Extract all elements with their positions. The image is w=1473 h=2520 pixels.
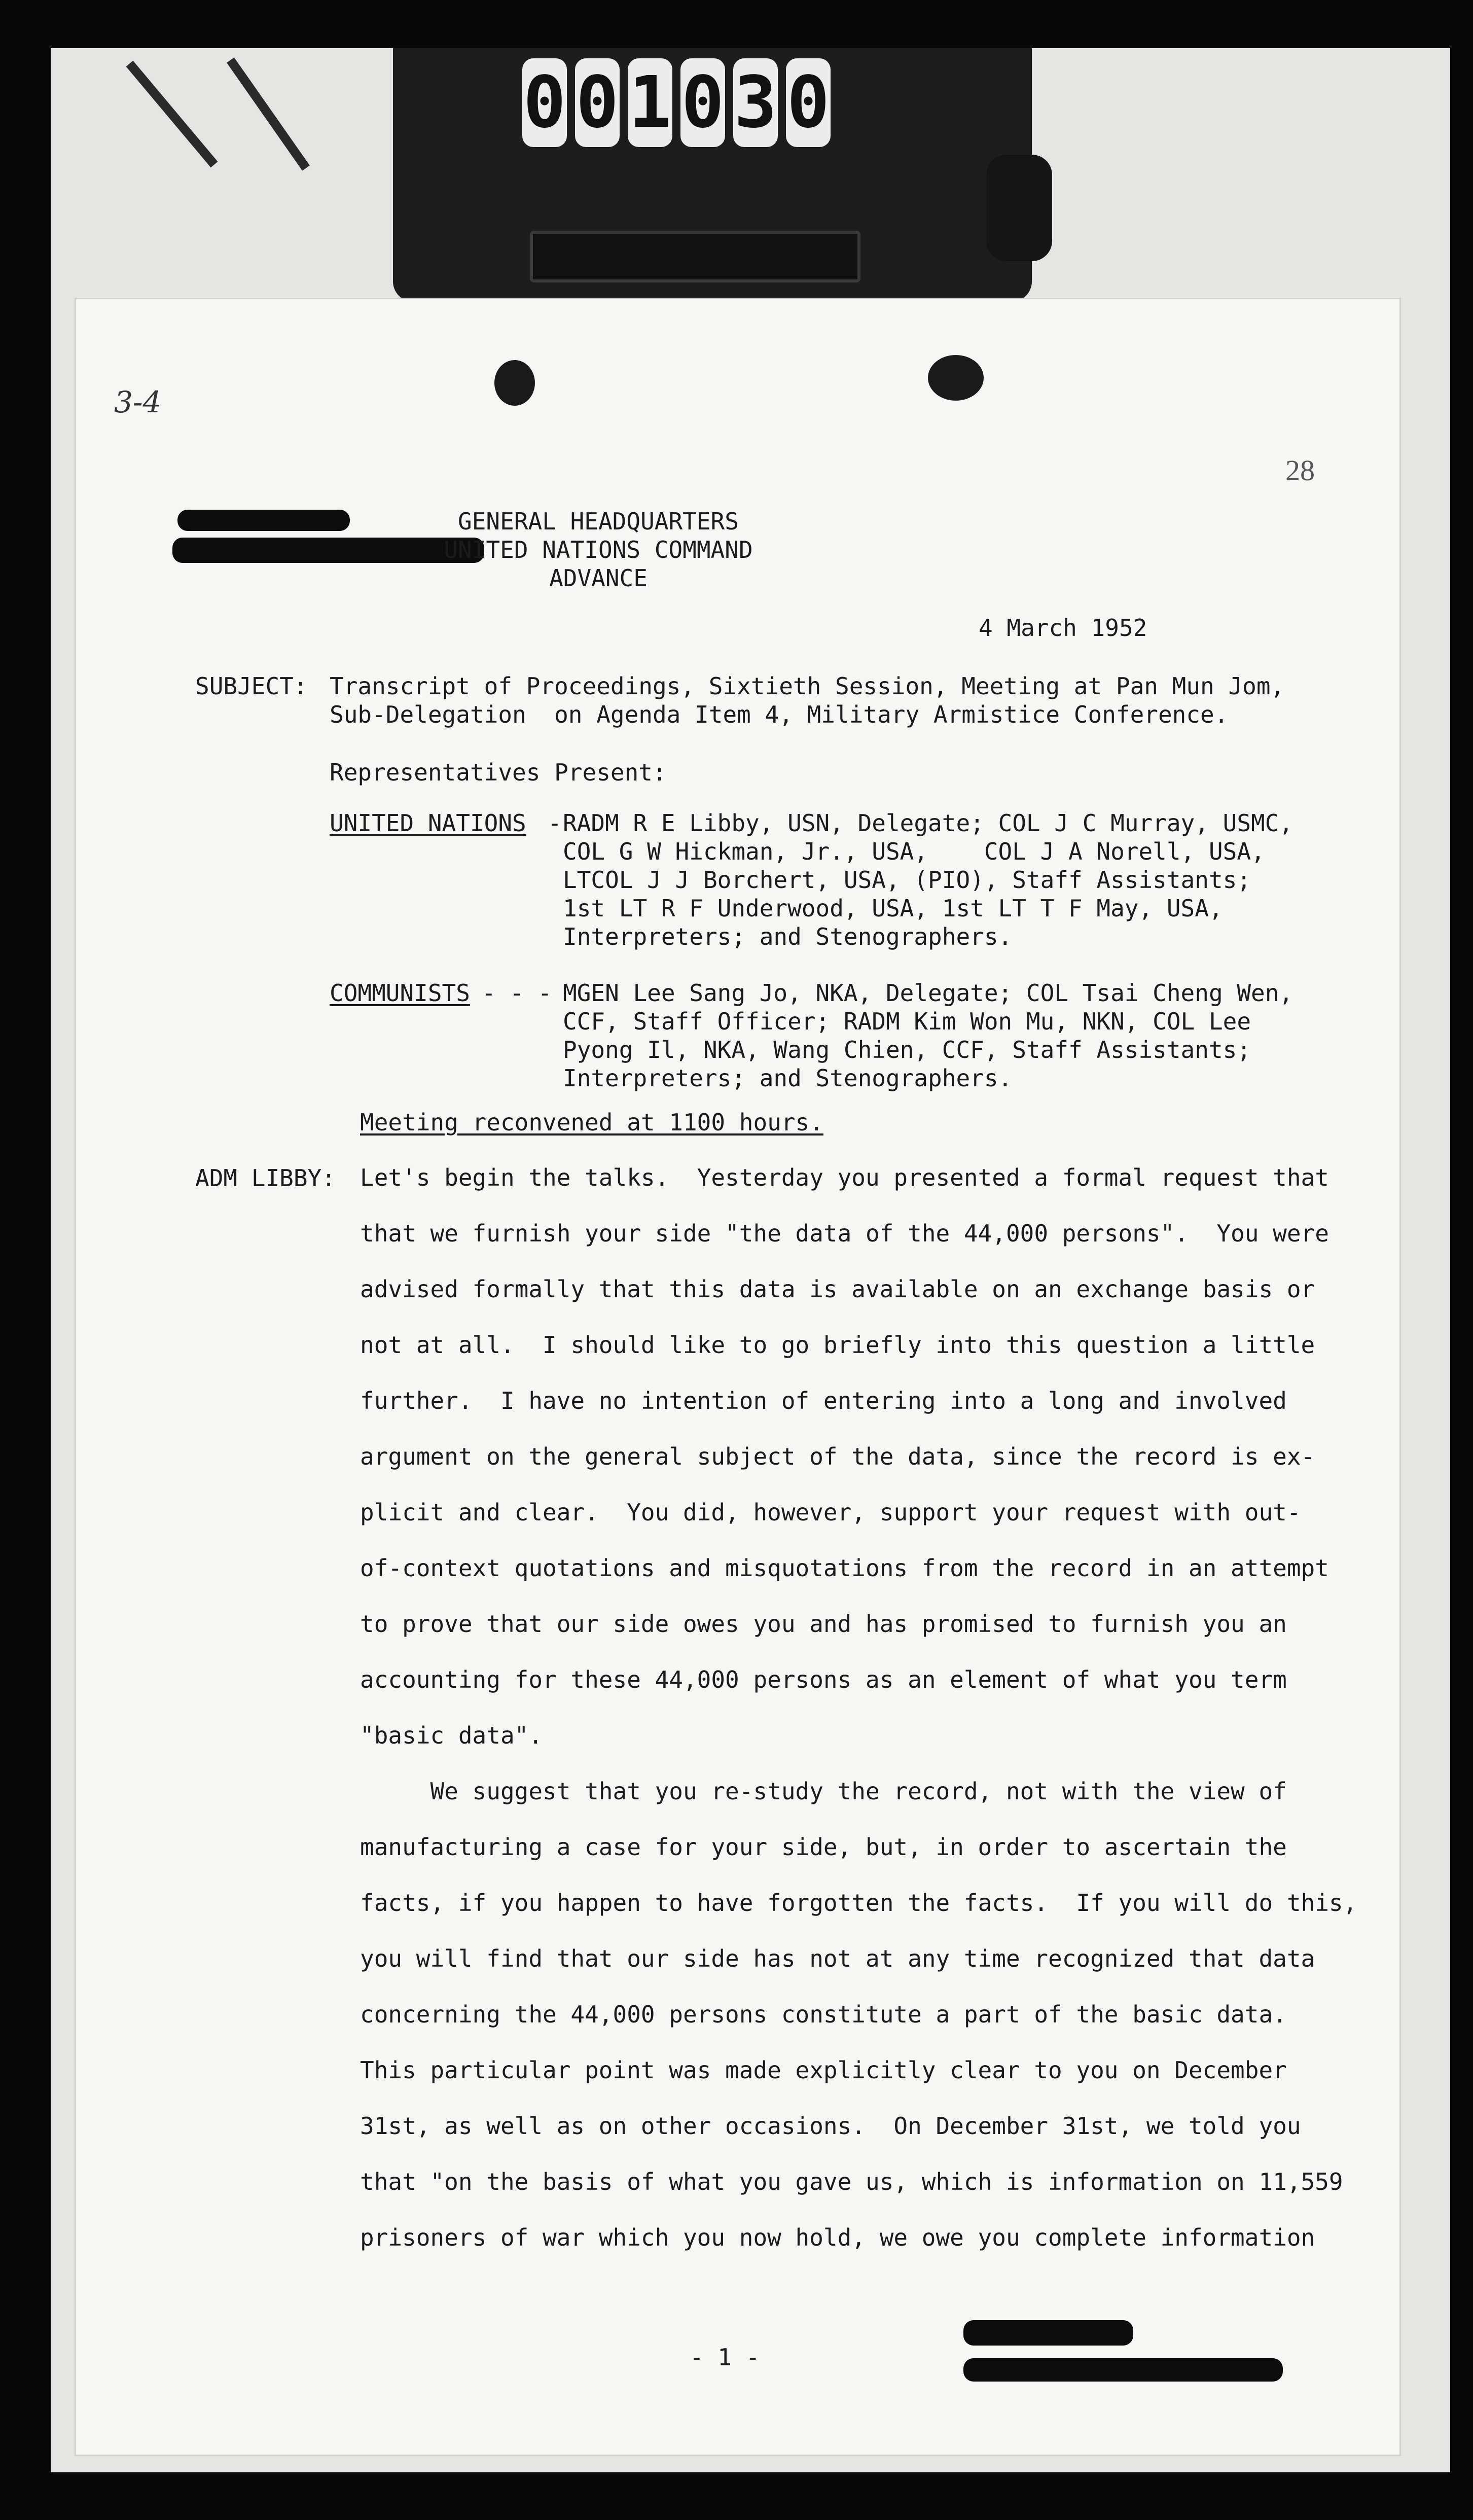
subject-line: Transcript of Proceedings, Sixtieth Session, Meeting at Pan Mun Jom,: [330, 672, 1285, 700]
footer-page-number: - 1 -: [690, 2344, 760, 2371]
transcript-line: prisoners of war which you now hold, we owe you complete information: [360, 2224, 1315, 2251]
counter-digit: 3: [733, 58, 778, 147]
counter-digit: 1: [628, 58, 672, 147]
un-dash: -: [548, 809, 562, 837]
transcript-line: not at all. I should like to go briefly into this question a little: [360, 1331, 1315, 1359]
transcript-line: "basic data".: [360, 1722, 543, 1749]
frame-counter-device: [393, 48, 1032, 302]
page-number: 28: [1285, 454, 1315, 487]
transcript-line: 31st, as well as on other occasions. On December 31st, we told you: [360, 2112, 1301, 2140]
document-page: [76, 299, 1399, 2455]
punch-hole: [494, 360, 535, 406]
meeting-note: Meeting reconvened at 1100 hours.: [360, 1109, 823, 1136]
subject-label: SUBJECT:: [195, 672, 308, 700]
communists-dash: - - -: [482, 979, 552, 1007]
transcript-line: concerning the 44,000 persons constitute a part of the basic data.: [360, 2001, 1287, 2028]
communist-rep-line: Interpreters; and Stenographers.: [563, 1064, 1013, 1092]
subject-line: Sub-Delegation on Agenda Item 4, Military Armistice Conference.: [330, 701, 1229, 728]
counter-digit: 0: [575, 58, 620, 147]
transcript-body: [360, 1150, 1357, 2265]
representatives-heading: Representatives Present:: [330, 759, 667, 786]
counter-digit: 0: [680, 58, 725, 147]
transcript-line: plicit and clear. You did, however, support your request with out-: [360, 1499, 1301, 1526]
letterhead: [431, 507, 766, 592]
transcript-line: that we furnish your side "the data of the 44,000 persons". You were: [360, 1220, 1329, 1247]
redaction-bar: [963, 2320, 1133, 2346]
un-rep-line: LTCOL J J Borchert, USA, (PIO), Staff Assistants;: [563, 866, 1251, 894]
document-date: 4 March 1952: [979, 614, 1147, 642]
un-rep-line: 1st LT R F Underwood, USA, 1st LT T F May, USA,: [563, 895, 1223, 922]
counter-digit: 0: [522, 58, 567, 147]
un-rep-line: COL G W Hickman, Jr., USA, COL J A Norell, USA,: [563, 838, 1265, 865]
subject-text: [330, 672, 1284, 729]
transcript-line: facts, if you happen to have forgotten the facts. If you will do this,: [360, 1889, 1357, 1916]
letterhead-line: UNITED NATIONS COMMAND: [444, 536, 753, 563]
transcript-line: Let's begin the talks. Yesterday you presented a formal request that: [360, 1164, 1329, 1191]
un-label: UNITED NATIONS: [330, 809, 526, 837]
transcript-line: accounting for these 44,000 persons as an element of what you term: [360, 1666, 1287, 1693]
redaction-bar: [177, 510, 350, 531]
transcript-line: This particular point was made explicitly clear to you on December: [360, 2056, 1287, 2084]
redaction-bar: [963, 2358, 1283, 2382]
frame-counter-digits: [522, 58, 831, 155]
un-representatives: [563, 809, 1293, 951]
letterhead-line: GENERAL HEADQUARTERS: [458, 508, 739, 535]
transcript-line: you will find that our side has not at any time recognized that data: [360, 1945, 1315, 1972]
transcript-line: argument on the general subject of the data, since the record is ex-: [360, 1443, 1315, 1470]
transcript-line: of-context quotations and misquotations from the record in an attempt: [360, 1554, 1329, 1582]
communists-label: COMMUNISTS: [330, 979, 470, 1007]
transcript-line: to prove that our side owes you and has promised to furnish you an: [360, 1610, 1287, 1638]
letterhead-line: ADVANCE: [549, 564, 648, 592]
communist-rep-line: Pyong Il, NKA, Wang Chien, CCF, Staff Assistants;: [563, 1036, 1251, 1063]
transcript-line: manufacturing a case for your side, but, in order to ascertain the: [360, 1833, 1287, 1861]
communist-representatives: [563, 979, 1293, 1092]
counter-digit: 0: [786, 58, 831, 147]
un-rep-line: RADM R E Libby, USN, Delegate; COL J C Murray, USMC,: [563, 809, 1294, 837]
speaker-label: ADM LIBBY:: [195, 1164, 336, 1192]
transcript-line: further. I have no intention of entering into a long and involved: [360, 1387, 1287, 1414]
communist-rep-line: MGEN Lee Sang Jo, NKA, Delegate; COL Tsai Cheng Wen,: [563, 979, 1294, 1007]
un-rep-line: Interpreters; and Stenographers.: [563, 923, 1013, 950]
handwritten-mark: 3-4: [114, 385, 162, 419]
transcript-line: We suggest that you re-study the record, not with the view of: [360, 1778, 1287, 1805]
counter-knob: [986, 155, 1052, 261]
communist-rep-line: CCF, Staff Officer; RADM Kim Won Mu, NKN, COL Lee: [563, 1008, 1251, 1035]
transcript-line: that "on the basis of what you gave us, which is information on 11,559: [360, 2168, 1343, 2195]
punch-hole: [928, 355, 984, 401]
transcript-line: advised formally that this data is available on an exchange basis or: [360, 1275, 1315, 1303]
counter-slot: [530, 231, 860, 282]
